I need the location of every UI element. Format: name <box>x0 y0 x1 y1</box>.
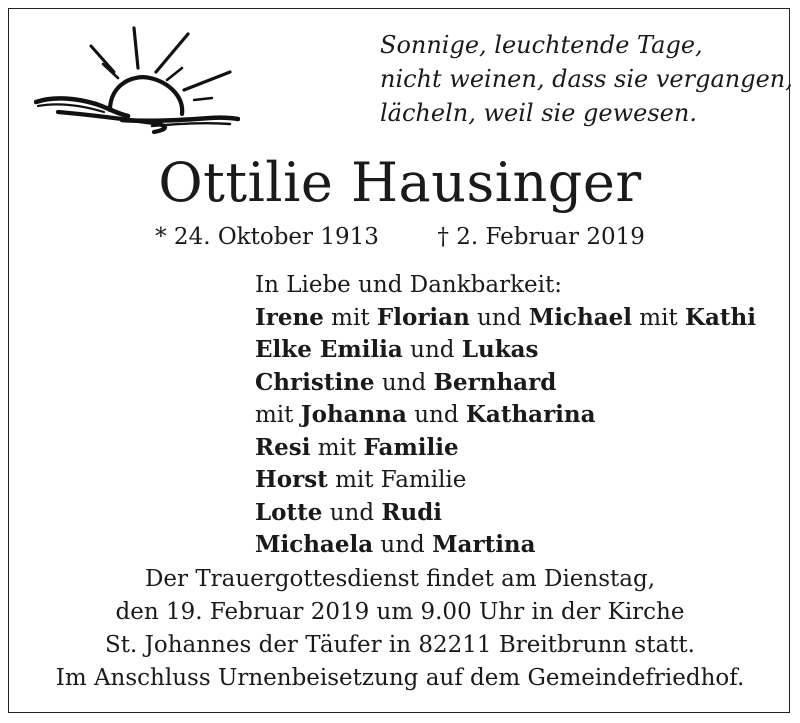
mourner-name: Elke Emilia <box>255 336 403 363</box>
mourner-connector: und <box>469 304 529 331</box>
mourner-line <box>255 432 795 465</box>
mourner-name: Katharina <box>465 401 596 428</box>
mourner-connector: mit <box>631 304 686 331</box>
setting-sun-icon <box>34 22 240 134</box>
service-line: Der Trauergottesdienst findet am Dienstag, <box>144 566 656 592</box>
mourner-name: Florian <box>376 303 470 331</box>
mourner-name: Lotte <box>255 498 323 526</box>
mourner-name: Rudi <box>381 498 443 526</box>
mourner-connector: mit <box>255 402 301 428</box>
service-announcement <box>0 563 800 695</box>
mourner-name: Horst <box>255 466 328 493</box>
mourner-connector: mit Familie <box>327 467 467 493</box>
birth-date: * 24. Oktober 1913 <box>155 224 379 250</box>
service-line: Im Anschluss Urnenbeisetzung auf dem Gemeindefriedhof. <box>55 665 745 691</box>
memorial-quote <box>380 28 793 130</box>
mourner-line <box>255 464 795 497</box>
mourners-list <box>255 270 795 562</box>
mourner-name: Kathi <box>685 303 756 331</box>
mourner-connector: mit <box>323 304 377 331</box>
quote-line: Sonnige, leuchtende Tage, <box>380 31 703 59</box>
mourner-line <box>255 302 795 335</box>
mourner-line <box>255 367 795 400</box>
mourner-line <box>255 529 795 562</box>
mourner-connector: und <box>374 369 434 396</box>
mourners-intro: In Liebe und Dankbarkeit: <box>255 272 562 298</box>
quote-line: lächeln, weil sie gewesen. <box>380 99 697 127</box>
mourner-name: Irene <box>255 303 324 331</box>
mourner-name: Martina <box>432 531 536 558</box>
mourner-connector: und <box>373 532 433 558</box>
mourner-connector: und <box>402 337 462 363</box>
death-date: † 2. Februar 2019 <box>437 224 645 250</box>
mourner-name: Johanna <box>300 401 407 428</box>
mourner-name: Christine <box>255 368 375 396</box>
service-line: den 19. Februar 2019 um 9.00 Uhr in der Kirche <box>115 599 685 625</box>
mourner-connector: mit <box>310 434 364 461</box>
mourner-name: Michael <box>528 303 632 331</box>
mourner-lines <box>255 302 795 562</box>
mourner-line <box>255 399 795 432</box>
mourner-connector: und <box>322 499 382 526</box>
life-dates <box>0 222 800 252</box>
deceased-name: Ottilie Hausinger <box>158 151 642 214</box>
quote-line: nicht weinen, dass sie vergangen, <box>380 65 793 93</box>
mourner-line <box>255 497 795 530</box>
mourner-name: Familie <box>363 433 459 461</box>
mourner-name: Resi <box>255 433 311 461</box>
mourner-line <box>255 334 795 367</box>
mourner-connector: und <box>406 402 466 428</box>
mourner-name: Lukas <box>461 336 539 363</box>
mourner-name: Michaela <box>255 531 374 558</box>
mourner-name: Bernhard <box>433 368 557 396</box>
service-line: St. Johannes der Täufer in 82211 Breitbrunn statt. <box>105 632 695 658</box>
